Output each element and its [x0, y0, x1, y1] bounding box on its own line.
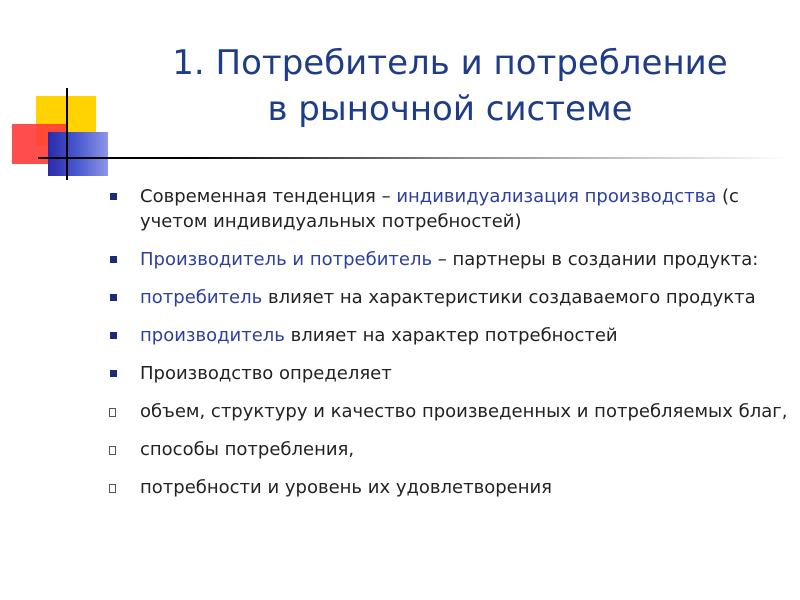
- bullet-text: [140, 287, 756, 308]
- square-bullet-icon: [110, 193, 117, 200]
- bullet-item: [108, 323, 788, 348]
- logo-blue-square: [48, 132, 108, 176]
- square-bullet-icon: [110, 256, 117, 263]
- slide-title-line-1: 1. Потребитель и потребление: [172, 43, 728, 83]
- bullet-item: [108, 361, 788, 386]
- bullet-item: [108, 285, 788, 310]
- square-bullet-icon: [110, 294, 117, 301]
- bullet-text: [140, 186, 739, 232]
- highlighted-term: потребитель: [140, 287, 263, 308]
- bullet-item: [108, 247, 788, 272]
- hollow-bullet-icon: [109, 446, 116, 455]
- bullet-text: [140, 325, 618, 346]
- text-segment: потребности и уровень их удовлетворения: [140, 477, 553, 498]
- highlighted-term: Производитель и потребитель: [140, 249, 433, 270]
- text-segment: влияет на характер потребностей: [284, 325, 618, 346]
- highlighted-term: производитель: [140, 325, 285, 346]
- hollow-bullet-icon: [109, 484, 116, 493]
- text-segment: влияет на характеристики создаваемого продукта: [262, 287, 756, 308]
- slide-title-line-2: в рыночной системе: [267, 89, 633, 129]
- highlighted-term: индивидуализация производства: [396, 186, 717, 207]
- bullet-text: [140, 439, 354, 460]
- hollow-bullet-icon: [109, 408, 116, 417]
- slide-title: [120, 40, 780, 132]
- bullet-item: [108, 437, 788, 462]
- bullet-text: [140, 401, 787, 422]
- bullet-text: [140, 249, 758, 270]
- text-segment: способы потребления,: [140, 439, 355, 460]
- text-segment: объем, структуру и качество произведенных и потребляемых благ,: [140, 401, 788, 422]
- bullet-item: [108, 475, 788, 500]
- logo-vertical-line: [66, 88, 68, 180]
- text-segment: Производство определяет: [140, 363, 392, 384]
- square-bullet-icon: [110, 332, 117, 339]
- bullet-item: [108, 399, 788, 424]
- square-bullet-icon: [110, 370, 117, 377]
- bullet-item: [108, 184, 788, 234]
- text-segment: (с учетом индивидуальных потребностей): [140, 186, 739, 232]
- bullet-text: [140, 363, 392, 384]
- bullet-list: [108, 184, 788, 513]
- text-segment: Современная тенденция –: [140, 186, 397, 207]
- text-segment: – партнеры в создании продукта:: [432, 249, 759, 270]
- decorative-logo: [0, 0, 120, 190]
- bullet-text: [140, 477, 552, 498]
- title-divider-line: [38, 157, 790, 159]
